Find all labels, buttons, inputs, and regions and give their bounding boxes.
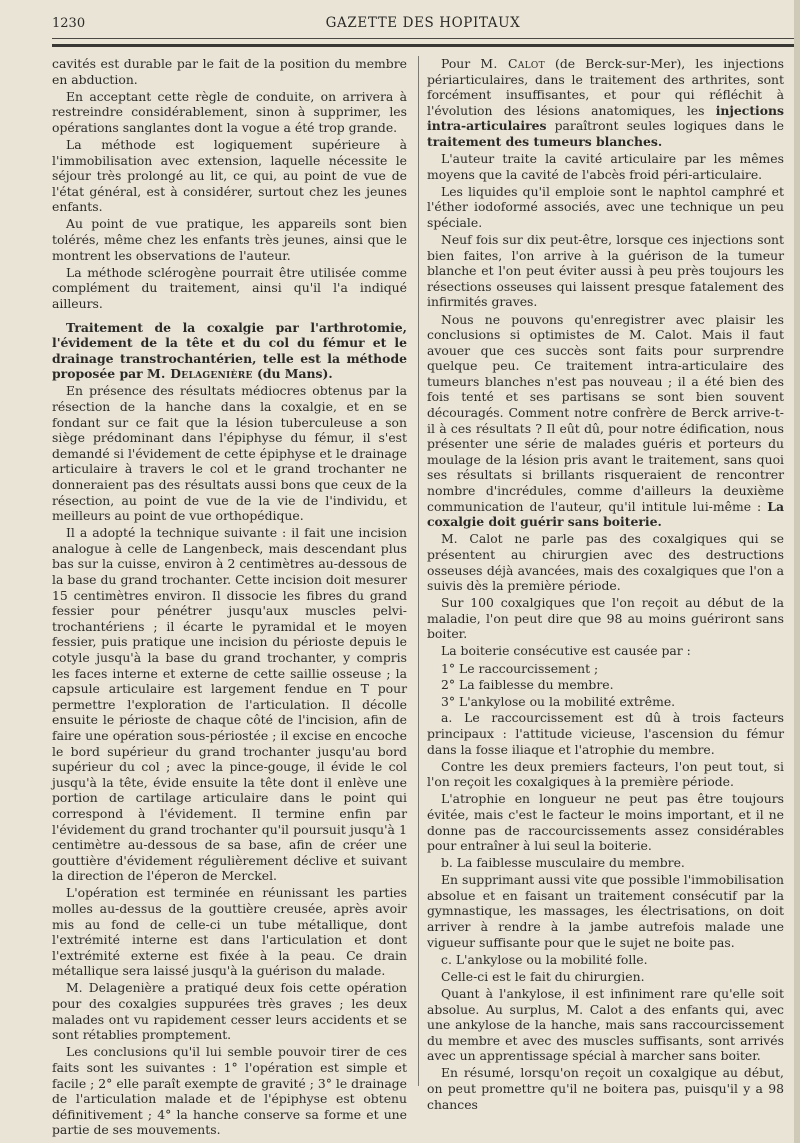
paragraph — [427, 56, 784, 150]
enumerated-list — [427, 661, 784, 710]
paragraph: L'auteur traite la cavité articulaire par les mêmes moyens que la cavité de l'abcès froid péri-articulaire. — [427, 151, 784, 182]
paragraph: En présence des résultats médiocres obtenus par la résection de la hanche dans la coxalgie, et en se fondant sur ce fait que la lésion tuberculeuse a son siège prédominant dans l'épiphyse du fémur, il s'est demandé si l'évidement de cette épiphyse et le drainage articulaire à travers le col et le grand trochanter ne donneraient pas des résultats aussi bons que ceux de la résection, au point de vue de la vie de l'individu, et meilleurs au point de vue orthopédique. — [52, 383, 407, 524]
page-header — [52, 12, 794, 34]
page-number: 1230 — [52, 16, 86, 31]
list-item: 2° La faiblesse du membre. — [441, 677, 614, 693]
column-divider — [418, 56, 419, 1086]
text-run: paraîtront seules logiques dans le — [546, 118, 784, 134]
section-heading — [52, 320, 407, 382]
paragraph: En acceptant cette règle de conduite, on arrivera à restreindre considérablement, sinon à supprimer, les opérations sanglantes dont la vogue a été trop grande. — [52, 88, 407, 135]
list-item: 3° L'ankylose ou la mobilité extrême. — [441, 693, 676, 709]
paragraph: En supprimant aussi vite que possible l'immobilisation absolue et en faisant un traitement consécutif par la gymnastique, les massages, les électrisations, on doit arriver à rendre à la jambe autrefois malade une vigueur suffisante pour que le sujet ne boite pas. — [427, 872, 784, 950]
text-run: Nous ne pouvons qu'enregistrer avec plaisir les conclusions si optimistes de M. Calot. Mais il faut avouer que ces succès sont faits pour surprendre quelque peu. Ce traitement intra-articulaire des tumeurs blanches n'est pas nouveau ; il a été bien des fois tenté et ses partisans se sont bien souvent découragés. Comment notre confrère de Berck arrive-t-il à ces résultats ? Il eût dû, pour notre édification, nous présenter une série de malades guéris et porteurs du moulage de la lésion pris avant le traitement, sans quoi ses résultats si brillants risqueraient de rencontrer nombre d'incrédules, comme d'ailleurs la deuxième communication de l'auteur, qu'il intitule lui-même : — [427, 311, 784, 514]
running-title: GAZETTE DES HOPITAUX — [325, 15, 521, 31]
paragraph: Contre les deux premiers facteurs, l'on peut tout, si l'on reçoit les coxalgiques à la première période. — [427, 758, 784, 790]
paragraph: La méthode sclérogène pourrait être utilisée comme complément du traitement, ainsi qu'il l'a indiqué ailleurs. — [52, 264, 407, 311]
paragraph: Quant à l'ankylose, il est infiniment rare qu'elle soit absolue. Au surplus, M. Calot a des enfants qui, avec une ankylose de la hanche, mais sans raccourcissement du membre et avec des muscles suffisants, sont arrivés avec un apprentissage spécial à marcher sans boiter. — [427, 985, 784, 1064]
section-heading-suffix: (du Mans). — [252, 366, 333, 382]
paragraph: a. Le raccourcissement est dû à trois facteurs principaux : l'attitude vicieuse, l'ascension du fémur dans la fosse iliaque et l'atrophie du membre. — [427, 710, 784, 757]
paragraph: L'opération est terminée en réunissant les parties molles au-dessus de la gouttière creusée, après avoir mis au fond de celle-ci un tube métallique, dont l'extrémité interne est dans l'articulation et dont l'extrémité externe est fixée à la peau. Ce drain métallique sera laissé jusqu'à la guérison du malade. — [52, 885, 407, 979]
paragraph: M. Calot ne parle pas des coxalgiques qui se présentent au chirurgien avec des destructions osseuses déjà avancées, mais des coxalgiques que l'on a suivis dès la première période. — [427, 531, 784, 594]
paragraph: En résumé, lorsqu'on reçoit un coxalgique au début, on peut promettre qu'il ne boitera pas, puisqu'il y a 98 chances — [427, 1065, 784, 1112]
left-column — [52, 56, 407, 1139]
paragraph: M. Delagenière a pratiqué deux fois cette opération pour des coxalgies suppurées très graves ; les deux malades ont vu rapidement cesser leurs accidents et se sont rétablies promptement. — [52, 980, 407, 1043]
book-spine-edge — [794, 0, 800, 1143]
paragraph: Au point de vue pratique, les appareils sont bien tolérés, même chez les enfants très jeunes, ainsi que le montrent les observations de l'auteur. — [52, 216, 407, 263]
paragraph: cavités est durable par le fait de la position du membre en abduction. — [52, 56, 407, 87]
emphasis: injections intra-articulaires — [427, 102, 784, 134]
paragraph: c. L'ankylose ou la mobilité folle. — [441, 951, 648, 967]
paragraph: L'atrophie en longueur ne peut pas être toujours évitée, mais c'est le facteur le moins important, et il ne donne pas de raccourcissements assez considérables pour entraîner à lui seul la boiterie. — [427, 791, 784, 854]
text-run: Pour — [441, 56, 481, 71]
paragraph: Les conclusions qu'il lui semble pouvoir tirer de ces faits sont les suivantes : 1° l'opération est simple et facile ; 2° elle paraît exempte de gravité ; 3° le drainage de l'articulation malade et de l'épiphyse est obtenu définitivement ; 4° la hanche conserve sa forme et une partie de ses mouvements. — [52, 1044, 407, 1138]
header-rule-thin — [52, 38, 794, 39]
paragraph: La méthode est logiquement supérieure à l'immobilisation avec extension, laquelle nécessite le séjour très prolongé au lit, ce qui, au point de vue de l'état général, est à considérer, surtout chez les jeunes enfants. — [52, 136, 407, 215]
right-column — [427, 56, 784, 1114]
paragraph: Celle-ci est le fait du chirurgien. — [441, 968, 645, 984]
paragraph: Il a adopté la technique suivante : il fait une incision analogue à celle de Langenbeck, mais descendant plus bas sur la cuisse, environ à 2 centimètres au-dessous de la base du grand trochanter. Cette incision doit mesurer 15 centimètres environ. Il dissocie les fibres du grand fessier pour pénétrer jusqu'aux muscles pelvi-trochantériens ; il écarte le pyramidal et le moyen fessier, puis pratique une incision du périoste depuis le cotyle jusqu'à la base du grand trochanter, y compris les faces interne et externe de cette saillie osseuse ; la capsule articulaire est largement fendue en T pour permettre l'exploration de l'articulation. Il décolle ensuite le périoste de chaque côté de l'incision, afin de faire une opération sous-périostée ; il excise en encoche le bord supérieur du grand trochanter jusqu'au bord supérieur du col ; avec la pince-gouge, il évide le col jusqu'à la tête, évide ensuite la tête dont il enlève une portion de cartilage articulaire dans le point qui correspond à l'évidement. Il termine enfin par l'évidement du grand trochanter qu'il poursuit jusqu'à 1 centimètre au-dessous de sa base, afin de créer une gouttière d'évidement régulièrement déclive et suivant la direction de l'éperon de Merckel. — [52, 525, 407, 884]
paragraph: Sur 100 coxalgiques que l'on reçoit au début de la maladie, l'on peut dire que 98 au moins guériront sans boiter. — [427, 595, 784, 642]
section-heading-text: Traitement de la coxalgie par l'arthrotomie, l'évidement de la tête et du col du fémur et le drainage transtrochantérien, telle est la méthode proposée par — [52, 319, 407, 382]
text-run: (de Berck-sur-Mer), les injections périarticulaires, dans le traitement des arthrites, sont forcément insuffisantes, et pour qui réfléchit à l'évolution des lésions anatomiques, les — [427, 56, 785, 118]
paragraph: Neuf fois sur dix peut-être, lorsque ces injections sont bien faites, l'on arrive à la guérison de la tumeur blanche et l'on peut éviter aussi à peu près toujours les résections osseuses qui laissent presque fatalement des infirmités graves. — [427, 232, 784, 310]
paragraph: La boiterie consécutive est causée par : — [441, 643, 691, 659]
section-author: M. Delagenière — [147, 366, 253, 382]
paragraph: Les liquides qu'il emploie sont le naphtol camphré et l'éther iodoformé associés, avec une technique un peu spéciale. — [427, 183, 784, 230]
author-name: M. Calot — [480, 56, 545, 71]
emphasis: La coxalgie doit guérir sans boiterie. — [427, 498, 784, 530]
header-rule-thick — [52, 44, 794, 47]
paragraph: b. La faiblesse musculaire du membre. — [441, 855, 685, 871]
paragraph — [427, 312, 784, 530]
list-item: 1° Le raccourcissement ; — [441, 660, 599, 676]
emphasis: traitement des tumeurs blanches. — [427, 133, 663, 149]
